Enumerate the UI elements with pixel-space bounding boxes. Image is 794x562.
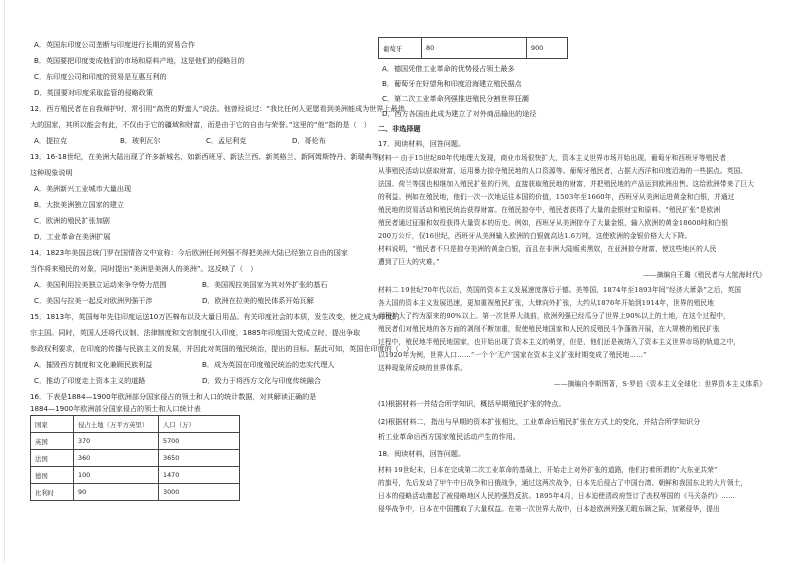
q12-option-d: D．哥伦布 xyxy=(292,136,326,145)
table-cell: 370 xyxy=(74,433,159,450)
q16-option-a: A．德国凭借工业革命的优势侵占领土最多 xyxy=(382,64,515,73)
q12-option-a: A．提拉克 xyxy=(34,136,68,145)
table-cell: 360 xyxy=(74,450,159,467)
q15-option-b: B．成为英国在印度殖民统治的忠实代理人 xyxy=(202,360,335,369)
margin-rule xyxy=(4,0,5,562)
q14-stem-line-1: 14．1823年美国总统门罗在国情咨文中宣称：今后欧洲任何列强不得把美洲大陆已经独立自由的国家 xyxy=(30,248,348,257)
table-row xyxy=(31,433,240,450)
table-row xyxy=(31,467,240,484)
section-title: 二、非选择题 xyxy=(378,124,421,133)
table-cell: 英国 xyxy=(31,433,74,450)
q12-stem-line-1: 12．西方殖民者在自我辩护时，常引用“高贵的野蛮人”说法。他曾经说过：“我比任何人更愿看到美洲能成为世界上最伟 xyxy=(30,104,405,113)
q17-sub-question-2-line-2: 析工业革命后西方国家殖民活动产生的作用。 xyxy=(378,432,520,441)
q17-sub-question-2-line-1: (2)根据材料二，指出与早期的资本扩张相比，工业革命后殖民扩张在方式上的变化，并结合所学知识分 xyxy=(378,417,701,426)
table-cell: 法国 xyxy=(31,450,74,467)
table-cell: 葡萄牙 xyxy=(379,38,422,59)
territory-table-continued xyxy=(378,37,568,59)
q17-material-1-line: 材料一 由于15世纪80年代地理大发现，商业市场很快扩大，资本主义世界市场开始出现，葡萄牙和西班牙等殖民者 xyxy=(378,154,727,162)
table-cell: 900 xyxy=(527,38,568,59)
q16-option-b: B．葡萄牙在好望角和印度沿海建立殖民据点 xyxy=(382,79,522,88)
q18-material-line: 侵华战争中，日本在中国攫取了大量权益。在第一次世界大战中，日本趁欧洲列强无暇东顾之际，加紧侵华，提出 xyxy=(378,505,720,513)
q11-option-b: B．英国要把印度变成他们的市场和原料产地，这是他们的侵略目的 xyxy=(34,56,245,65)
q14-option-b: B．美国视拉美国家为其对外扩张的基石 xyxy=(202,280,328,289)
q15-stem-line-2: 宗主国。同时，英国人还将代议制、法律制度和文官制度引入印度，1885年印度国大党成立时，提出争取 xyxy=(30,328,361,337)
q17-material-1-line: 遭到了巨大的灾难。” xyxy=(378,258,440,266)
q13-option-c: C．欧洲的殖民扩张加剧 xyxy=(34,216,110,225)
table-cell: 100 xyxy=(74,467,159,484)
table-row xyxy=(31,450,240,467)
q13-stem-line-1: 13．16-18世纪，在美洲大陆出现了许多新城名，如新西班牙、新法兰西、新英格兰、新阿姆斯特丹、新瑞典等， xyxy=(30,152,386,161)
q13-stem-line-2: 这种现象说明 xyxy=(30,168,73,177)
q17-material-2-line: 这种现象所反映的世界体系。 xyxy=(378,364,467,372)
q17-material-1-line: 法国、荷兰等国也相继加入殖民扩张的行列，直接获取殖民地的财富，并把殖民地的产品运到欧洲出售。这给欧洲带来了巨大 xyxy=(378,180,755,188)
q17-material-2-line: 殖民者们对殖民地的各方面的剥削不断加重，促使殖民地国家和人民的反殖民斗争蓬勃开展，在大规模的殖民扩张 xyxy=(378,325,720,333)
table-header-cell: 人口（万） xyxy=(159,416,240,433)
table-cell: 5700 xyxy=(159,433,240,450)
q15-stem-line-1: 15．1813年，英国每年先往印度运送10万匹棉布以及大量日用品。有关印度社会的本质，发生改变，使之成为印度的 xyxy=(30,312,400,321)
q13-option-b: B．大批美洲独立国家的建立 xyxy=(34,200,124,209)
q17-material-2-line: 材料二 19世纪70年代以后，英国的资本主义发展速度落后于德、美等国，1874年至1893年间“经济大萧条”之后，英国 xyxy=(378,286,742,294)
table-row xyxy=(379,38,568,59)
table-header-cell: 国家 xyxy=(31,416,74,433)
q13-option-d: D．工业革命在美洲扩展 xyxy=(34,232,111,241)
q17-sub-question-1: (1)根据材料一并结合所学知识，概括早期殖民扩张的特点。 xyxy=(378,399,566,408)
table-header-row xyxy=(31,416,240,433)
q17-source-2: ——摘编自李斯图著，S·罗伯《资本主义全球化：世界资本主义体系》 xyxy=(553,380,766,388)
q17-material-2-line: 以1920年为例，世界人口……“一个个‘无产’国家在资本主义扩张时期变成了殖民地……” xyxy=(378,351,647,359)
q14-option-a: A．美国利用拉美独立运动来争夺势力范围 xyxy=(34,280,167,289)
q16-table-caption: 1884—1900年欧洲部分国家侵占的领土和人口统计表 xyxy=(30,404,201,413)
q16-stem: 16．下表是1884—1900年欧洲部分国家侵占的领土和人口的统计数据，对其解读正确的是 xyxy=(30,392,317,401)
table-cell: 80 xyxy=(422,38,527,59)
q17-material-2-line: 过程中，殖民地半殖民地国家，也开始出现了资本主义的萌芽，但是，他们还是被纳入了资本主义世界市场的轨道之中， xyxy=(378,338,741,346)
q15-stem-line-3: 参政权利要求，在印度的传播与民族主义的发展，并因此对英国的殖民统治，提出的目标。据此可知，英国在印度的（ ） xyxy=(30,344,414,353)
q17-material-2-line: 各大国的资本主义发展迅速，更加重视殖民扩张，大肆向外扩张，大约从1876年开始到1914年，世界的殖民地 xyxy=(378,299,715,307)
table-cell: 3650 xyxy=(159,450,240,467)
table-cell: 比利时 xyxy=(31,484,74,501)
q15-option-d: D．致力于将西方文化与印度传统融合 xyxy=(202,376,321,385)
q15-option-a: A．摧毁西方制度和文化兼顾民族利益 xyxy=(34,360,153,369)
q18-material-line: 材料 19世纪末，日本在完成第二次工业革命的基础上，开始走上对外扩张的道路，他们打着所谓的“大东亚共荣” xyxy=(378,466,718,474)
q12-option-c: C．孟尼利克 xyxy=(206,136,247,145)
q17-material-1-line: 殖民者通过征服和奴役获得大量资本的历史。例如，西班牙从美洲掠夺了大量金银，输入欧洲的黄金18600吨和白银 xyxy=(378,219,729,227)
q17-material-1-line: 的利益。例如在殖民地，他们一次一次地运往本国的价值，1503年至1660年，西班牙从美洲运进黄金和白银，并通过 xyxy=(378,193,735,201)
q14-option-c: C．美国与拉美一起反对欧洲列强干涉 xyxy=(34,296,153,305)
territory-table xyxy=(30,415,240,501)
q17-material-1-line: 殖民地的贸易活动和殖民统治获得财富。在殖民掠夺中，殖民者获得了大量的金银财宝和原料。“殖民扩张”是欧洲 xyxy=(378,206,721,214)
q11-option-c: C．东印度公司和印度的贸易是互惠互利的 xyxy=(34,72,167,81)
q17-material-1-line: 200万公斤，仅16世纪，西班牙从美洲输入欧洲的白银就高达1.6万吨，这使欧洲的金银价格大大下降。 xyxy=(378,232,692,240)
q18-material-line: 的旗号，先后发动了甲午中日战争和日俄战争，通过这两次战争，日本先后侵占了中国台湾、朝鲜和我国东北的大片领土， xyxy=(378,479,748,487)
table-cell: 1470 xyxy=(159,467,240,484)
q11-option-a: A．英国东印度公司垄断与印度进行长期的贸易合作 xyxy=(34,40,195,49)
q14-stem-line-2: 当作将来殖民的对象，同时提出“美洲是美洲人的美洲”。这反映了（ ） xyxy=(30,264,258,273)
q12-option-b: B．玻利瓦尔 xyxy=(120,136,161,145)
table-cell: 德国 xyxy=(31,467,74,484)
q17-stem: 17．阅读材料，回答问题。 xyxy=(378,139,466,148)
q11-option-d: D．英国要对印度采取监管的侵略政策 xyxy=(34,88,153,97)
q18-material-line: 日本的侵略活动激起了被侵略地区人民的强烈反抗。1895年4月，日本迫使清政府签订了丧权辱国的《马关条约》…… xyxy=(378,492,736,500)
table-cell: 3000 xyxy=(159,484,240,501)
q16-option-d: D．西方各国由此成为建立了对外商品输出的途径 xyxy=(382,109,537,118)
q16-option-c: C．第二次工业革命列强推进殖民分割世界狂潮 xyxy=(382,94,529,103)
q18-stem: 18．阅读材料，回答问题。 xyxy=(378,449,466,458)
q17-material-1-line: 材料说明，“殖民者不只是掠夺美洲的黄金白银，而且在非洲大陆贩卖黑奴，在亚洲掠夺财富，使这些地区的人民 xyxy=(378,245,717,253)
table-cell: 90 xyxy=(74,484,159,501)
q17-source-1: ——摘编自王璐《殖民者与大航海时代》 xyxy=(642,271,766,279)
table-row xyxy=(31,484,240,501)
q12-stem-line-2: 大的国家，其所以能会有此，不仅由于它的疆域和财富，而是由于它的自由与荣誉。”这里的“他”指的是（ ） xyxy=(30,120,371,129)
q17-material-1-line: 从事殖民活动以获取财富，运用暴力掠夺殖民地的人口资源等。葡萄牙殖民者，占据大西洋和印度沿海的一些据点。英国、 xyxy=(378,167,748,175)
q14-option-d: D．欧洲在拉美的殖民体系开始瓦解 xyxy=(202,296,314,305)
q13-option-a: A．美洲新兴工业城市大量出现 xyxy=(34,184,132,193)
q17-material-2-line: 面积扩大了约为原来的90%以上。第一次世界大战前，欧洲列强已经瓜分了世界上90%以上的土地，在这个过程中， xyxy=(378,312,730,320)
table-header-cell: 侵占土地（万平方英里） xyxy=(74,416,159,433)
q15-option-c: C．推动了印度走上资本主义的道路 xyxy=(34,376,146,385)
